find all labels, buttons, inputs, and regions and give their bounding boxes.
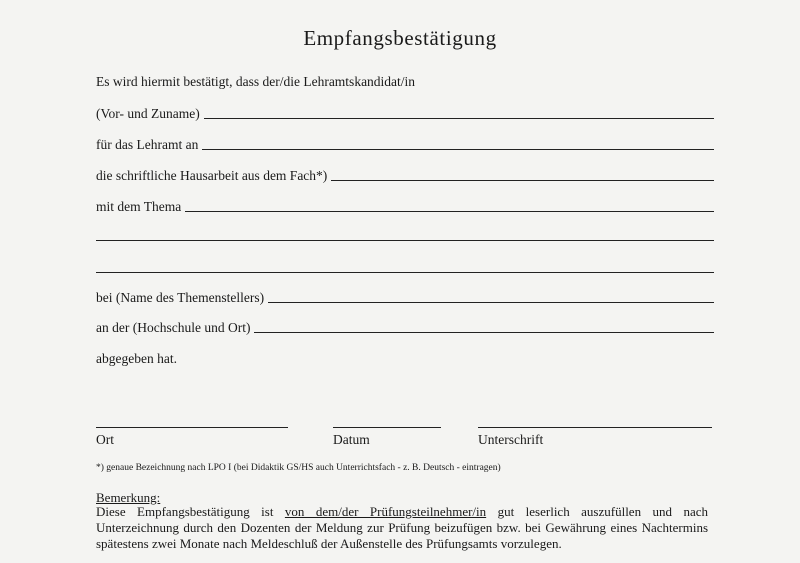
field-thema-line-2[interactable] [96, 240, 714, 241]
field-name-row [96, 106, 714, 122]
field-thema-line-3[interactable] [96, 272, 714, 273]
signature-datum-label: Datum [333, 432, 370, 447]
signature-unterschrift-line[interactable] [478, 427, 712, 428]
field-name-label: (Vor- und Zuname) [96, 106, 200, 121]
signature-unterschrift-label: Unterschrift [478, 432, 544, 447]
field-themensteller-label: bei (Name des Themenstellers) [96, 290, 265, 305]
signature-ort-label: Ort [96, 432, 114, 447]
form-title: Empfangsbestätigung [303, 26, 497, 50]
field-themensteller-row [96, 290, 714, 306]
intro-text: Es wird hiermit bestätigt, dass der/die Lehramtskandidat/in [96, 74, 416, 89]
field-hochschule-row [96, 320, 714, 336]
abgegeben-text: abgegeben hat. [96, 351, 177, 366]
field-fach-label: die schriftliche Hausarbeit aus dem Fach*) [96, 168, 328, 183]
field-fach-line[interactable] [331, 179, 714, 181]
field-hochschule-line[interactable] [254, 331, 714, 333]
remark-text [96, 504, 708, 552]
remark-text-underlined: von dem/der Prüfungsteilnehmer/in [284, 504, 487, 519]
field-lehramt-label: für das Lehramt an [96, 137, 199, 152]
field-name-line[interactable] [204, 117, 714, 119]
remark-text-before: Diese Empfangsbestätigung ist [96, 504, 285, 519]
remark-heading: Bemerkung: [96, 490, 161, 505]
field-lehramt-line[interactable] [202, 148, 714, 150]
field-thema-row [96, 199, 714, 215]
field-hochschule-label: an der (Hochschule und Ort) [96, 320, 251, 335]
field-themensteller-line[interactable] [268, 301, 714, 303]
field-lehramt-row [96, 137, 714, 153]
field-fach-row [96, 168, 714, 184]
remark-text-after: gut leserlich auszufüllen und nach Unterzeichnung durch den Dozenten der Meldung zur Prüfung beizufügen bzw. bei Gewährung eines Nachtermins spätestens zwei Monate nach Meldeschluß der Außenstelle des Prüfungsamts vorzulegen. [96, 504, 709, 551]
signature-datum-line[interactable] [333, 427, 441, 428]
signature-ort-line[interactable] [96, 427, 288, 428]
footnote: *) genaue Bezeichnung nach LPO I (bei Didaktik GS/HS auch Unterrichtsfach - z. B. Deutsch - eintragen) [96, 463, 501, 473]
field-thema-line[interactable] [185, 210, 714, 212]
field-thema-label: mit dem Thema [96, 199, 182, 214]
